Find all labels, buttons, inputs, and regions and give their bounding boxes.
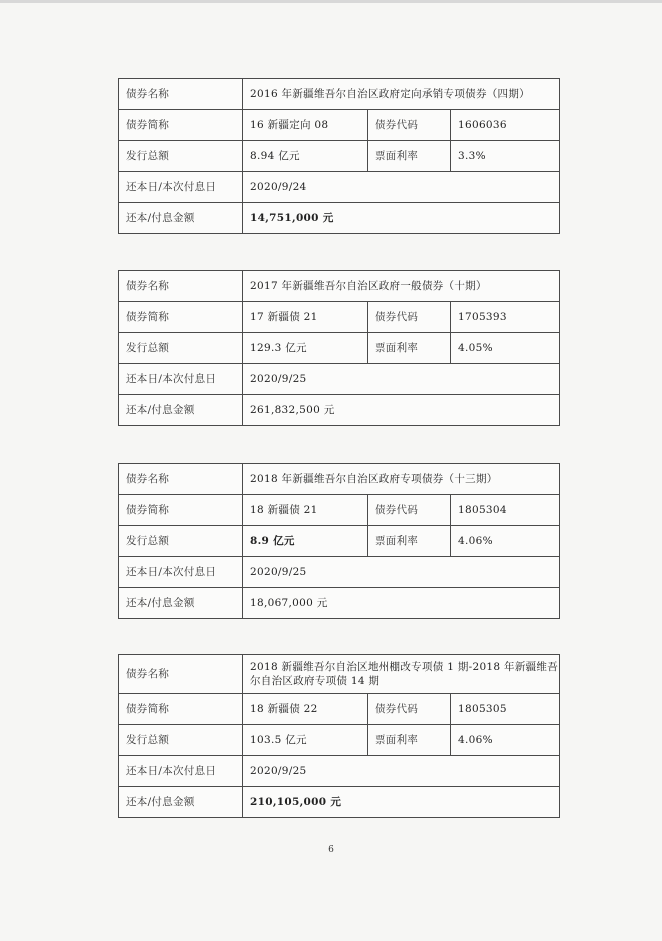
- bond-amount-label: 还本/付息金额: [119, 395, 243, 426]
- bond-name-value: 2018 新疆维吾尔自治区地州棚改专项债 1 期-2018 年新疆维吾尔自治区政府专项债 14 期: [243, 655, 560, 694]
- bond-name-row: [119, 271, 560, 302]
- bond-amount-row: [119, 787, 560, 818]
- bond-amount-row: [119, 203, 560, 234]
- bond-date-label: 还本日/本次付息日: [119, 172, 243, 203]
- bond-total-label: 发行总额: [119, 333, 243, 364]
- bond-total-row: [119, 725, 560, 756]
- bond-table-4: [118, 654, 560, 818]
- bond-date-label: 还本日/本次付息日: [119, 557, 243, 588]
- bond-total-row: [119, 526, 560, 557]
- bond-date-value: 2020/9/25: [243, 557, 560, 588]
- bond-rate-label: 票面利率: [368, 141, 451, 172]
- bond-date-row: [119, 172, 560, 203]
- bond-date-row: [119, 557, 560, 588]
- bond-name-label: 债券名称: [119, 655, 243, 694]
- bond-short-row: [119, 302, 560, 333]
- bond-amount-label: 还本/付息金额: [119, 203, 243, 234]
- bond-date-label: 还本日/本次付息日: [119, 756, 243, 787]
- bond-amount-value: 210,105,000 元: [243, 787, 560, 818]
- bond-short-name-label: 债券简称: [119, 694, 243, 725]
- bond-short-row: [119, 110, 560, 141]
- bond-date-label: 还本日/本次付息日: [119, 364, 243, 395]
- bond-total-value: 129.3 亿元: [243, 333, 368, 364]
- bond-total-label: 发行总额: [119, 526, 243, 557]
- bond-amount-row: [119, 395, 560, 426]
- bond-name-row: [119, 79, 560, 110]
- bond-name-value: 2016 年新疆维吾尔自治区政府定向承销专项债券（四期）: [243, 79, 560, 110]
- bond-date-value: 2020/9/25: [243, 364, 560, 395]
- bond-name-label: 债券名称: [119, 464, 243, 495]
- bond-table-3: [118, 463, 560, 619]
- bond-date-row: [119, 364, 560, 395]
- bond-name-row: [119, 655, 560, 694]
- top-border-line: [0, 0, 662, 3]
- page-number: 6: [328, 845, 334, 855]
- bond-total-value: 8.9 亿元: [243, 526, 368, 557]
- bond-total-row: [119, 141, 560, 172]
- bond-short-row: [119, 694, 560, 725]
- bond-table-1: [118, 78, 560, 234]
- bond-name-label: 债券名称: [119, 271, 243, 302]
- bond-name-value: 2018 年新疆维吾尔自治区政府专项债券（十三期）: [243, 464, 560, 495]
- bond-name-value: 2017 年新疆维吾尔自治区政府一般债券（十期）: [243, 271, 560, 302]
- bond-rate-value: 4.06%: [451, 725, 560, 756]
- bond-total-value: 8.94 亿元: [243, 141, 368, 172]
- bond-date-value: 2020/9/25: [243, 756, 560, 787]
- bond-total-label: 发行总额: [119, 141, 243, 172]
- bond-date-value: 2020/9/24: [243, 172, 560, 203]
- bond-total-row: [119, 333, 560, 364]
- bond-rate-label: 票面利率: [368, 725, 451, 756]
- bond-code-label: 债券代码: [368, 110, 451, 141]
- bond-code-value: 1705393: [451, 302, 560, 333]
- bond-rate-value: 4.06%: [451, 526, 560, 557]
- bond-code-value: 1805305: [451, 694, 560, 725]
- bond-short-name-value: 18 新疆债 22: [243, 694, 368, 725]
- bond-amount-row: [119, 588, 560, 619]
- bond-name-row: [119, 464, 560, 495]
- bond-total-value: 103.5 亿元: [243, 725, 368, 756]
- bond-rate-label: 票面利率: [368, 333, 451, 364]
- bond-short-name-label: 债券简称: [119, 495, 243, 526]
- bond-code-label: 债券代码: [368, 694, 451, 725]
- bond-short-name-value: 16 新疆定向 08: [243, 110, 368, 141]
- bond-total-label: 发行总额: [119, 725, 243, 756]
- bond-amount-value: 14,751,000 元: [243, 203, 560, 234]
- bond-amount-label: 还本/付息金额: [119, 588, 243, 619]
- bond-amount-value: 261,832,500 元: [243, 395, 560, 426]
- bond-amount-value: 18,067,000 元: [243, 588, 560, 619]
- bond-short-name-label: 债券简称: [119, 302, 243, 333]
- bond-short-name-value: 17 新疆债 21: [243, 302, 368, 333]
- bond-name-label: 债券名称: [119, 79, 243, 110]
- bond-short-name-label: 债券简称: [119, 110, 243, 141]
- bond-code-label: 债券代码: [368, 302, 451, 333]
- bond-rate-value: 4.05%: [451, 333, 560, 364]
- bond-short-name-value: 18 新疆债 21: [243, 495, 368, 526]
- bond-short-row: [119, 495, 560, 526]
- bond-date-row: [119, 756, 560, 787]
- bond-code-value: 1805304: [451, 495, 560, 526]
- bond-code-value: 1606036: [451, 110, 560, 141]
- bond-amount-label: 还本/付息金额: [119, 787, 243, 818]
- bond-rate-value: 3.3%: [451, 141, 560, 172]
- bond-table-2: [118, 270, 560, 426]
- bond-code-label: 债券代码: [368, 495, 451, 526]
- bond-rate-label: 票面利率: [368, 526, 451, 557]
